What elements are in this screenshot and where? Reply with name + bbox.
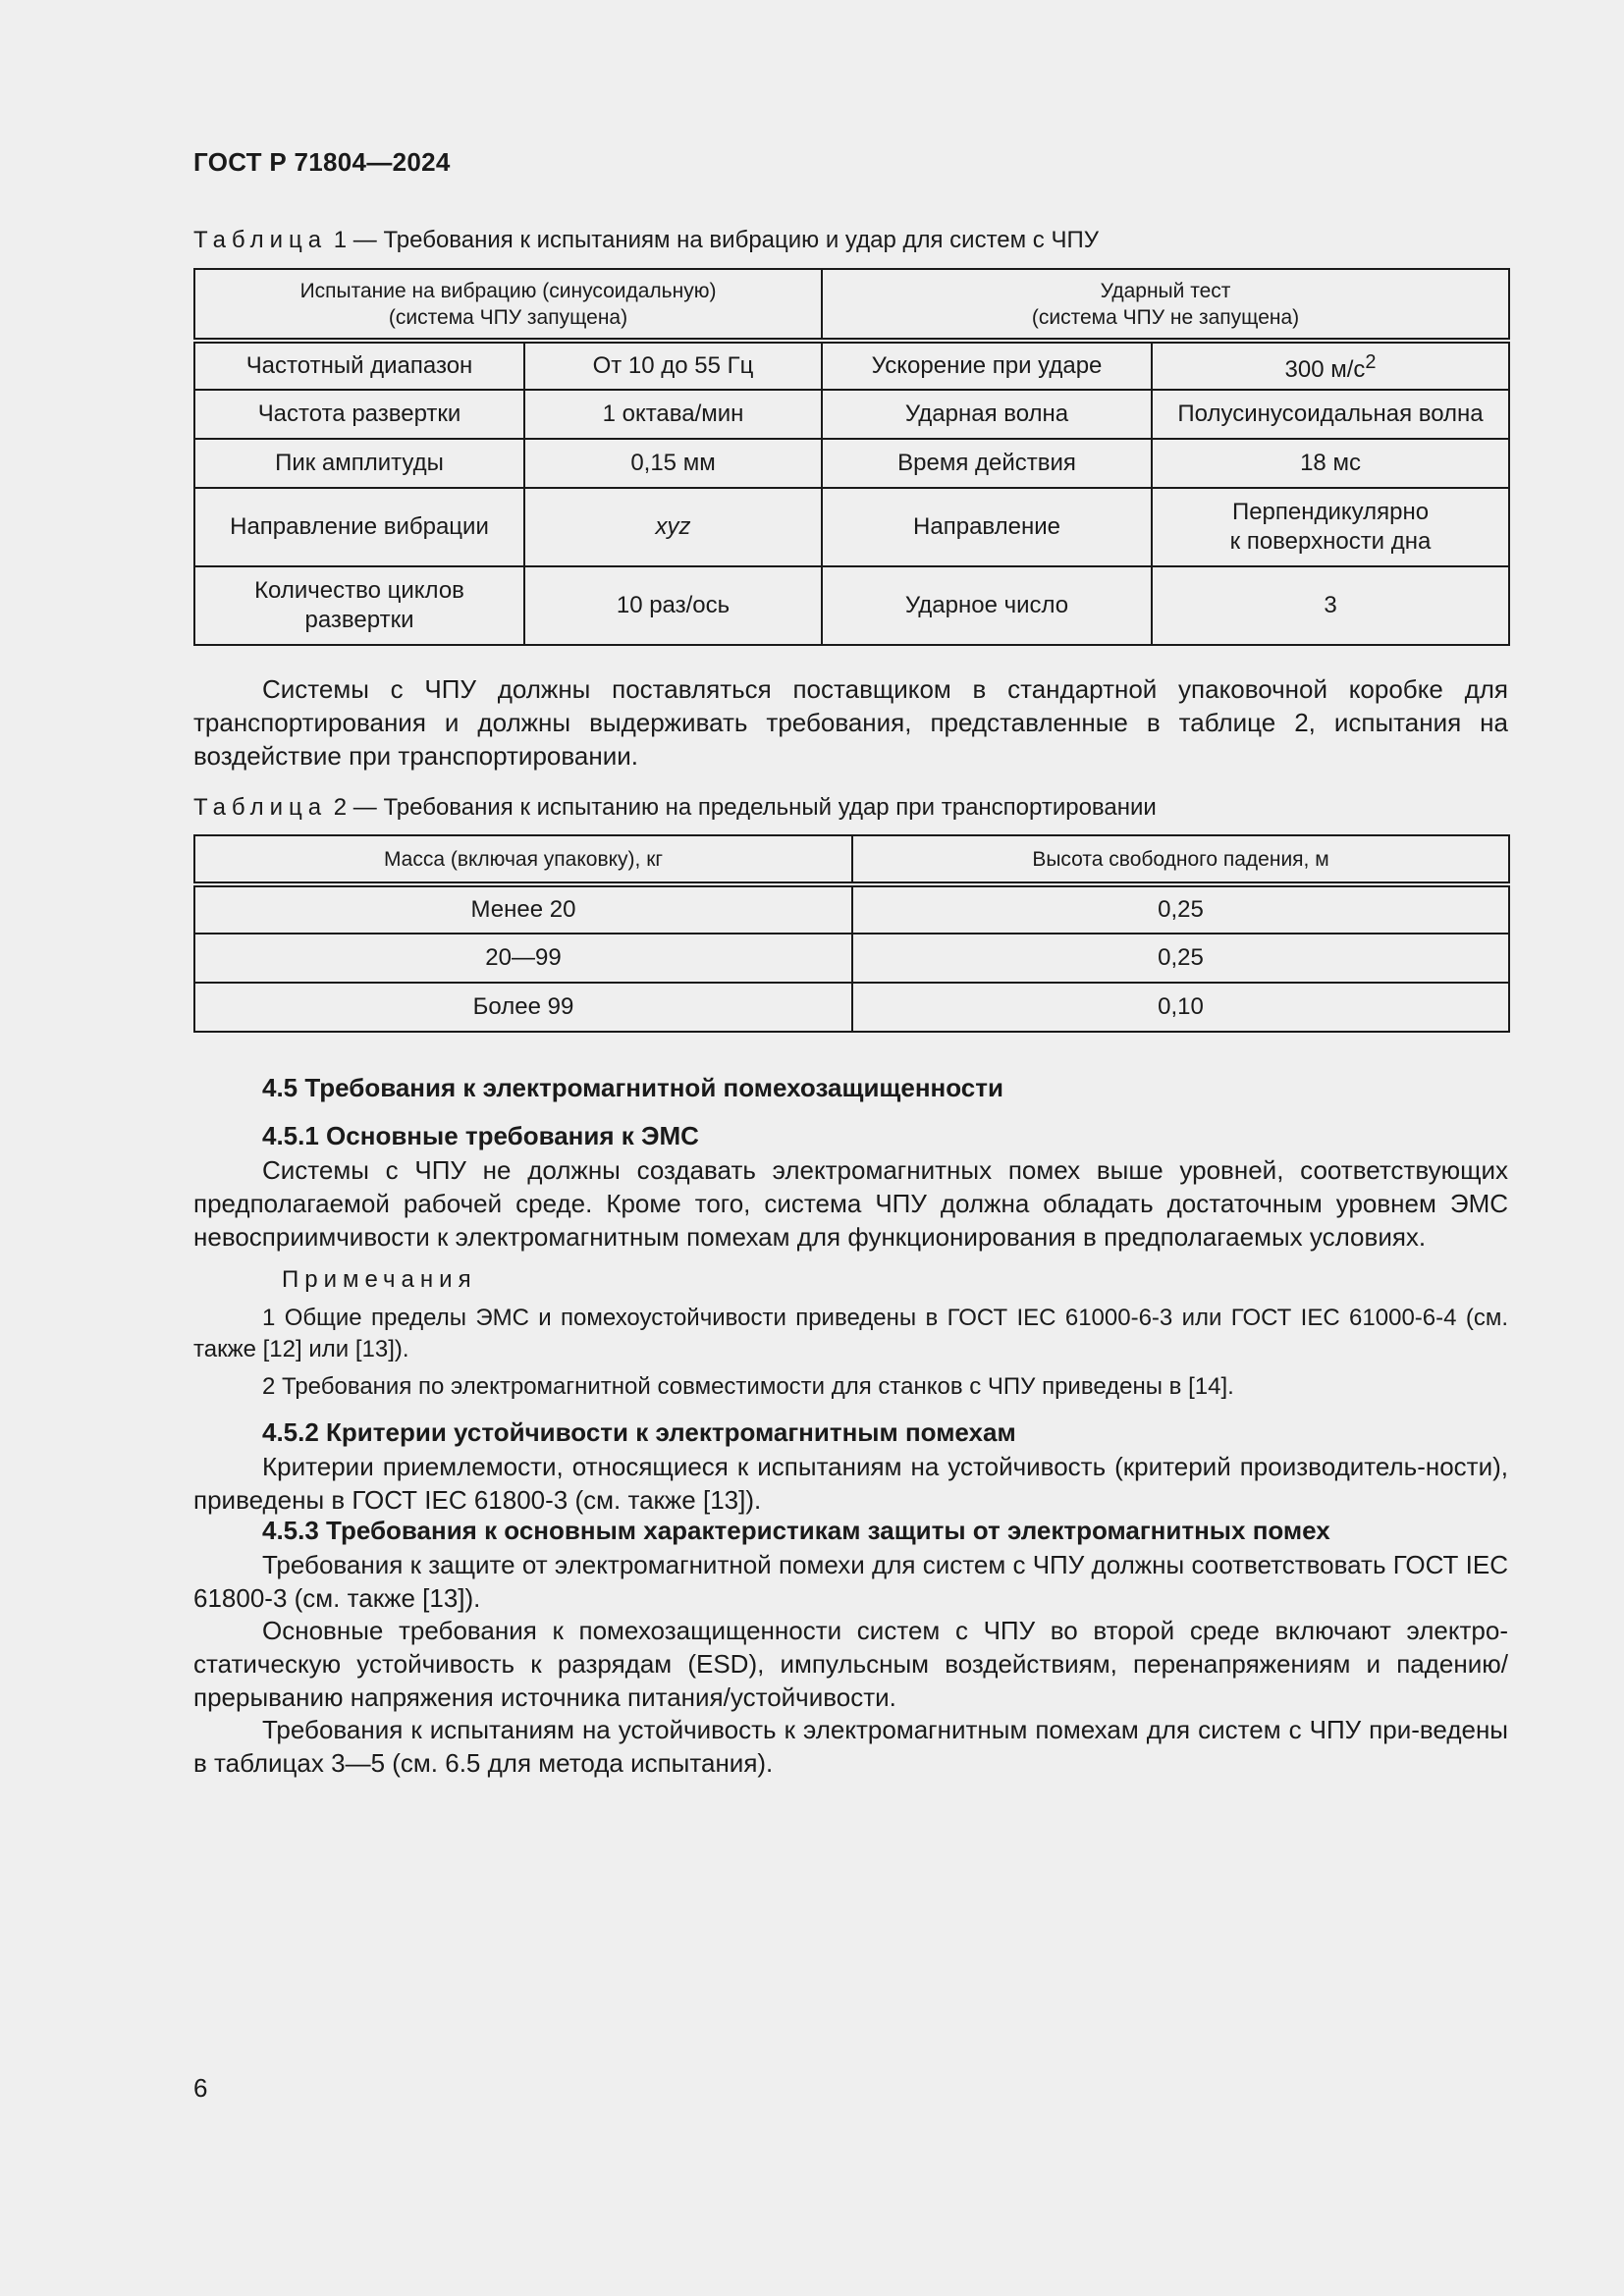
section-heading-4-5-3: 4.5.3 Требования к основным характеристикам защиты от электромагнитных помех — [262, 1516, 1330, 1545]
section-heading-4-5-2: 4.5.2 Критерии устойчивости к электромагнитным помехам — [262, 1417, 1016, 1447]
table2-header-mass: Масса (включая упаковку), кг — [194, 835, 852, 884]
table-row — [194, 884, 1509, 934]
paragraph-text: Критерии приемлемости, относящиеся к испытаниям на устойчивость (критерий производитель-ности), приведены в ГОСТ IEC 61800-3 (см. также [13]). — [193, 1452, 1508, 1515]
notes-title-text: Примечания — [282, 1266, 477, 1293]
table-cell: Направление — [822, 488, 1152, 566]
paragraph-text: Основные требования к помехозащищенности систем с ЧПУ во второй среде включают электро-статическую устойчивость к разрядам (ESD), импульсным воздействиям, перенапряжениям и падению/прерыванию напряжения источника питания/устойчивости. — [193, 1616, 1508, 1712]
table-cell: Время действия — [822, 439, 1152, 488]
table-cell — [1152, 341, 1509, 390]
table-row — [194, 566, 1509, 645]
table-row — [194, 439, 1509, 488]
superscript: 2 — [1365, 351, 1377, 373]
table1-caption-text: 1 — Требования к испытаниям на вибрацию и удар для систем с ЧПУ — [327, 227, 1099, 253]
note-2 — [193, 1371, 1508, 1403]
table-cell: Ударное число — [822, 566, 1152, 645]
table-cell: Направление вибрации — [194, 488, 524, 566]
table1-header-shock-line1: Ударный тест — [1100, 279, 1231, 302]
table-cell: 20—99 — [194, 934, 852, 983]
table-cell: Менее 20 — [194, 884, 852, 934]
paragraph-protection — [193, 1548, 1508, 1615]
table-cell: 0,15 мм — [524, 439, 822, 488]
table-row — [194, 934, 1509, 983]
table1-caption-word: Таблица — [193, 227, 328, 253]
document-header: ГОСТ Р 71804—2024 — [193, 147, 451, 177]
table-row — [194, 341, 1509, 390]
table1 — [193, 268, 1510, 646]
table1-header-vibration-line2: (система ЧПУ запущена) — [388, 305, 628, 329]
table-cell — [1152, 488, 1509, 566]
paragraph-emc — [193, 1153, 1508, 1254]
table-cell: 18 мс — [1152, 439, 1509, 488]
table1-header-shock-line2: (система ЧПУ не запущена) — [1031, 305, 1300, 329]
note-text: 2 Требования по электромагнитной совместимости для станков с ЧПУ приведены в [14]. — [262, 1373, 1234, 1400]
paragraph-text: Требования к испытаниям на устойчивость к электромагнитным помехам для систем с ЧПУ при-ведены в таблицах 3—5 (см. 6.5 для метода испытания). — [193, 1715, 1508, 1778]
table2-caption — [193, 794, 1157, 822]
paragraph-packaging — [193, 672, 1508, 773]
table-cell: 0,10 — [852, 983, 1509, 1032]
paragraph-tests — [193, 1713, 1508, 1780]
table-cell: От 10 до 55 Гц — [524, 341, 822, 390]
table-row — [194, 390, 1509, 439]
table1-header-vibration — [194, 269, 822, 341]
note-1 — [193, 1303, 1508, 1365]
paragraph-second-environment — [193, 1614, 1508, 1714]
table2-header-row — [194, 835, 1509, 884]
table-cell-line: Количество циклов — [254, 577, 464, 604]
table-cell — [194, 566, 524, 645]
paragraph-text: Требования к защите от электромагнитной помехи для систем с ЧПУ должны соответствовать ГОСТ IEC 61800-3 (см. также [13]). — [193, 1550, 1508, 1613]
table1-caption — [193, 227, 1099, 254]
table1-header-shock — [822, 269, 1509, 341]
paragraph-text: Системы с ЧПУ не должны создавать электромагнитных помех выше уровней, соответствующих предполагаемой рабочей среде. Кроме того, система ЧПУ должна обладать достаточным уровнем ЭМС невосприимчивости к электромагнитным помехам для функционирования в предполагаемых условиях. — [193, 1155, 1508, 1252]
table-row — [194, 488, 1509, 566]
table-cell: Ударная волна — [822, 390, 1152, 439]
table-cell: Более 99 — [194, 983, 852, 1032]
table-cell: 1 октава/мин — [524, 390, 822, 439]
table-cell: Частота развертки — [194, 390, 524, 439]
table-row — [194, 983, 1509, 1032]
table-cell: 10 раз/ось — [524, 566, 822, 645]
paragraph-text: Системы с ЧПУ должны поставляться поставщиком в стандартной упаковочной коробке для транспортирования и должны выдерживать требования, представленные в таблице 2, испытания на воздействие при транспортировании. — [193, 674, 1508, 771]
table-cell-value: 300 м/с — [1284, 356, 1366, 383]
table-cell-line: к поверхности дна — [1229, 528, 1432, 555]
table-cell-line: развертки — [304, 607, 414, 633]
table1-header-row — [194, 269, 1509, 341]
table-cell: 0,25 — [852, 934, 1509, 983]
paragraph-criteria — [193, 1450, 1508, 1517]
table-cell: xyz — [524, 488, 822, 566]
table1-header-vibration-line1: Испытание на вибрацию (синусоидальную) — [299, 279, 717, 302]
table-cell-line: Перпендикулярно — [1231, 499, 1430, 525]
table-cell: Полусинусоидальная волна — [1152, 390, 1509, 439]
table2-header-height: Высота свободного падения, м — [852, 835, 1509, 884]
note-text: 1 Общие пределы ЭМС и помехоустойчивости приведены в ГОСТ IEC 61000-6-3 или ГОСТ IEC 61000-6-4 (см. также [12] или [13]). — [193, 1305, 1508, 1362]
table2-caption-text: 2 — Требования к испытанию на предельный удар при транспортировании — [327, 794, 1157, 821]
table-cell: 0,25 — [852, 884, 1509, 934]
section-heading-4-5-1: 4.5.1 Основные требования к ЭМС — [262, 1121, 699, 1150]
table-cell: Частотный диапазон — [194, 341, 524, 390]
table-cell: Пик амплитуды — [194, 439, 524, 488]
notes-title — [282, 1266, 477, 1294]
table-cell: Ускорение при ударе — [822, 341, 1152, 390]
section-heading-4-5: 4.5 Требования к электромагнитной помехозащищенности — [262, 1073, 1003, 1102]
table2-caption-word: Таблица — [193, 794, 328, 821]
table-cell: 3 — [1152, 566, 1509, 645]
table2 — [193, 834, 1510, 1033]
page-number: 6 — [193, 2073, 208, 2103]
